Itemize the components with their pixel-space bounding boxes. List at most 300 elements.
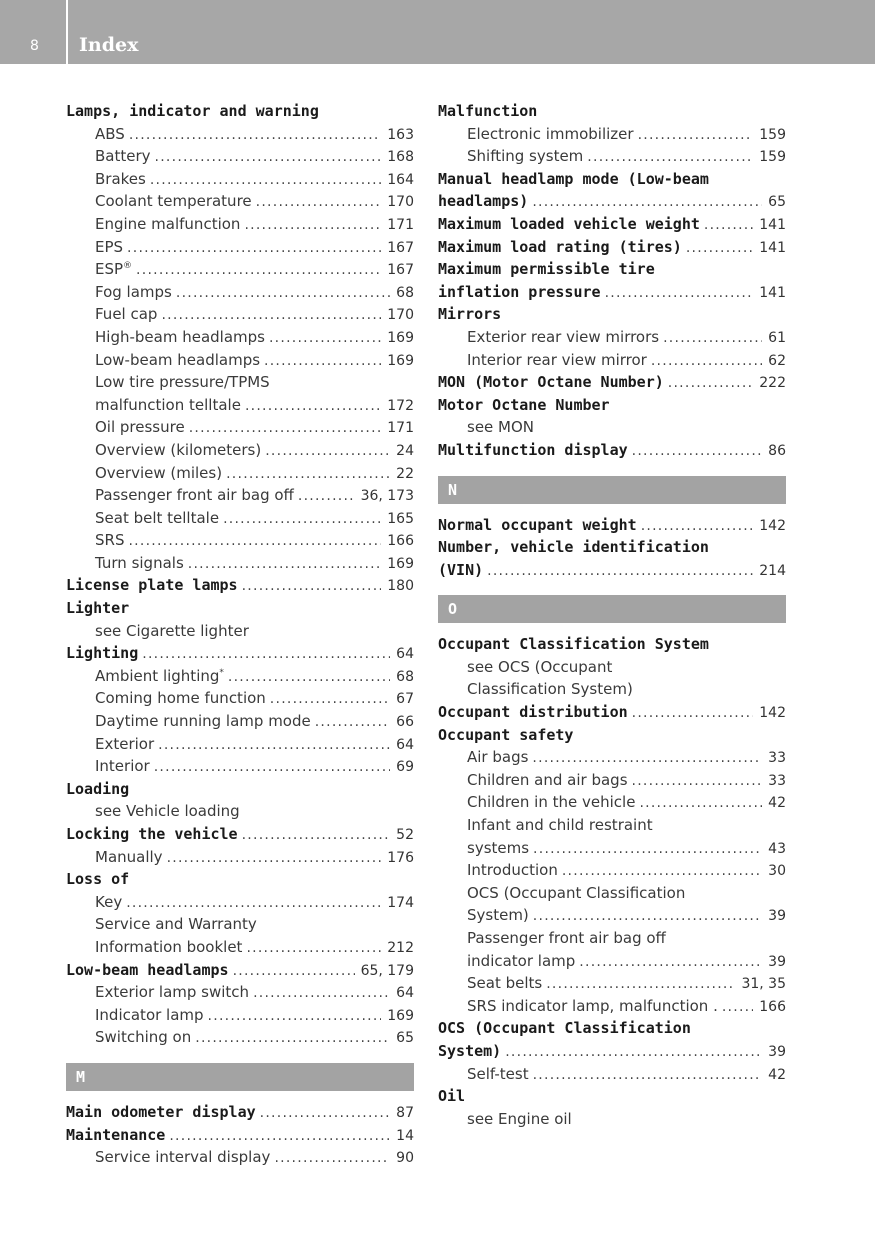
entry-text	[95, 462, 222, 485]
page-reference: 42	[768, 1066, 786, 1083]
index-subentry	[66, 710, 414, 733]
entry-text	[95, 620, 249, 643]
entry-label: Exterior	[95, 734, 155, 753]
entry-text	[95, 1004, 204, 1027]
index-entry	[438, 633, 786, 656]
entry-label: Low-beam headlamps	[95, 350, 261, 369]
entry-text	[438, 1085, 465, 1108]
entry-label: License plate lamps	[66, 576, 238, 595]
index-entry	[438, 1040, 786, 1063]
entry-text	[95, 258, 132, 281]
page-reference: 64	[396, 736, 414, 753]
page-reference: 170	[387, 307, 414, 324]
dot-leader	[269, 327, 381, 349]
page-reference: 39	[768, 953, 786, 970]
dot-leader	[315, 711, 390, 733]
entry-label: Normal occupant weight	[438, 515, 637, 534]
entry-text	[95, 936, 242, 959]
entry-label: ESP	[95, 260, 124, 279]
dot-leader	[167, 847, 382, 869]
entry-text	[95, 326, 265, 349]
entry-label: Occupant distribution	[438, 703, 628, 722]
entry-text	[66, 1101, 256, 1124]
page-reference: 68	[396, 668, 414, 685]
index-subentry	[66, 439, 414, 462]
entry-text	[95, 168, 146, 191]
entry-text	[438, 724, 573, 747]
entry-label: Mirrors	[438, 305, 502, 324]
dot-leader	[155, 146, 382, 168]
dot-leader	[245, 395, 381, 417]
page-reference: 167	[387, 262, 414, 279]
entry-label: see MON	[467, 418, 535, 437]
entry-label: Service interval display	[95, 1148, 271, 1167]
index-entry	[438, 281, 786, 304]
page-reference: 170	[387, 194, 414, 211]
entry-label: Shifting system	[467, 147, 584, 166]
page-reference: 64	[396, 985, 414, 1002]
entry-text	[467, 904, 529, 927]
entry-label: Maximum loaded vehicle weight	[438, 214, 700, 233]
dot-leader	[264, 350, 381, 372]
dot-leader	[126, 892, 381, 914]
page-reference: 169	[387, 1007, 414, 1024]
entry-text	[95, 687, 266, 710]
dot-leader	[169, 1125, 390, 1147]
entry-label: OCS (Occupant Classification	[467, 883, 686, 902]
entry-label: Ambient lighting	[95, 666, 220, 685]
entry-label: Lighting	[66, 644, 139, 663]
index-subentry	[438, 746, 786, 769]
entry-text	[95, 891, 122, 914]
entry-text	[467, 145, 583, 168]
entry-text	[438, 213, 700, 236]
entry-label: Maximum permissible tire	[438, 260, 655, 279]
dot-leader	[562, 860, 762, 882]
page-reference: 166	[759, 998, 786, 1015]
index-subentry	[438, 927, 786, 950]
page-reference: 87	[396, 1104, 414, 1121]
entry-text	[467, 995, 718, 1018]
page-reference: 159	[759, 126, 786, 143]
entry-label: indicator lamp	[467, 951, 576, 970]
page-reference: 169	[387, 555, 414, 572]
entry-label: Multifunction display	[438, 440, 628, 459]
entry-label: Occupant safety	[438, 725, 574, 744]
entry-label: headlamps)	[438, 192, 529, 211]
dot-leader	[639, 792, 762, 814]
index-entry	[438, 701, 786, 724]
entry-label: Coming home function	[95, 689, 266, 708]
entry-text	[467, 1108, 572, 1131]
entry-text	[438, 701, 628, 724]
dot-leader	[533, 905, 762, 927]
entry-label: Seat belt telltale	[95, 508, 220, 527]
page-reference: 68	[396, 284, 414, 301]
entry-text	[95, 281, 172, 304]
dot-leader	[532, 747, 762, 769]
entry-text	[467, 972, 542, 995]
dot-leader	[605, 282, 754, 304]
entry-label: Maximum load rating (tires)	[438, 237, 682, 256]
entry-label: High-beam headlamps	[95, 327, 265, 346]
entry-text	[467, 791, 635, 814]
index-subentry	[66, 733, 414, 756]
index-subentry	[66, 326, 414, 349]
index-subentry	[66, 258, 414, 281]
index-entry	[438, 371, 786, 394]
page-reference: 172	[387, 397, 414, 414]
entry-text	[438, 559, 483, 582]
index-subentry	[66, 123, 414, 146]
index-subentry	[438, 678, 786, 701]
dot-leader	[298, 485, 355, 507]
index-entry	[66, 100, 414, 123]
entry-text	[95, 190, 252, 213]
entry-text	[467, 859, 558, 882]
index-entry	[438, 168, 786, 191]
index-subentry	[66, 213, 414, 236]
entry-label: Self-test	[467, 1064, 529, 1083]
entry-label: Infant and child restraint	[467, 816, 653, 835]
dot-leader	[632, 702, 754, 724]
index-column-left	[66, 100, 414, 1169]
dot-leader	[587, 146, 753, 168]
page-reference: 222	[759, 375, 786, 392]
index-column-right	[438, 100, 786, 1130]
page-reference: 142	[759, 517, 786, 534]
dot-leader	[265, 440, 390, 462]
index-subentry	[66, 620, 414, 643]
dot-leader	[579, 951, 762, 973]
dot-leader	[505, 1041, 762, 1063]
entry-text	[95, 439, 261, 462]
index-entry	[438, 1017, 786, 1040]
page-reference: 43	[768, 840, 786, 857]
page-reference: 169	[387, 352, 414, 369]
dot-leader	[129, 124, 381, 146]
index-entry	[438, 394, 786, 417]
page-reference: 166	[387, 533, 414, 550]
page-reference: 90	[396, 1150, 414, 1167]
page-reference: 66	[396, 714, 414, 731]
entry-label: Low-beam headlamps	[66, 960, 229, 979]
page-number: 8	[30, 38, 39, 54]
page-reference: 36, 173	[360, 488, 414, 505]
entry-text	[438, 536, 709, 559]
index-subentry	[66, 462, 414, 485]
page-reference: 39	[768, 1043, 786, 1060]
index-subentry	[438, 656, 786, 679]
entry-label: Coolant temperature	[95, 192, 252, 211]
dot-leader	[228, 666, 390, 688]
index-entry	[438, 100, 786, 123]
index-entry	[66, 959, 414, 982]
index-entry	[438, 724, 786, 747]
entry-superscript: *	[219, 667, 224, 678]
entry-label: Children in the vehicle	[467, 793, 636, 812]
entry-text	[95, 394, 241, 417]
index-entry	[438, 559, 786, 582]
dot-leader	[487, 560, 753, 582]
dot-leader	[260, 1102, 391, 1124]
entry-text	[95, 1146, 270, 1169]
entry-text	[438, 514, 637, 537]
entry-text	[467, 882, 685, 905]
dot-leader	[233, 960, 355, 982]
index-subentry	[66, 303, 414, 326]
entry-label: MON (Motor Octane Number)	[438, 373, 664, 392]
index-subentry	[66, 529, 414, 552]
entry-label: EPS	[95, 237, 124, 256]
entry-label: Overview (miles)	[95, 463, 223, 482]
index-subentry	[66, 484, 414, 507]
entry-label: Seat belts	[467, 974, 543, 993]
entry-label: malfunction telltale	[95, 395, 241, 414]
index-subentry	[438, 859, 786, 882]
entry-label: System)	[438, 1041, 502, 1060]
index-subentry	[66, 281, 414, 304]
entry-label: Passenger front air bag off	[467, 929, 666, 947]
entry-label: Loading	[66, 779, 130, 798]
entry-text	[467, 678, 633, 701]
entry-label: Malfunction	[438, 102, 538, 120]
entry-label: (VIN)	[438, 560, 484, 579]
page-reference: 42	[768, 795, 786, 812]
entry-label: ABS	[95, 124, 125, 143]
index-subentry	[438, 791, 786, 814]
index-subentry	[66, 168, 414, 191]
entry-label: see Engine oil	[467, 1109, 572, 1128]
dot-leader	[632, 770, 763, 792]
entry-text	[467, 746, 528, 769]
dot-leader	[242, 575, 382, 597]
index-entry	[438, 439, 786, 462]
page-title: Index	[79, 34, 139, 56]
index-subentry	[438, 814, 786, 837]
index-entry	[66, 1124, 414, 1147]
page-reference: 69	[396, 759, 414, 776]
page-reference: 65	[396, 1030, 414, 1047]
dot-leader	[150, 169, 381, 191]
entry-text	[438, 303, 501, 326]
page-reference: 24	[396, 442, 414, 459]
entry-label: Occupant Classification System	[438, 635, 709, 654]
index-subentry	[438, 769, 786, 792]
entry-label: Exterior rear view mirrors	[467, 327, 660, 346]
entry-label: Exterior lamp switch	[95, 983, 250, 1002]
index-subentry	[66, 1026, 414, 1049]
index-subentry	[66, 936, 414, 959]
entry-text	[66, 574, 238, 597]
page-reference: 33	[768, 750, 786, 767]
entry-text	[467, 326, 659, 349]
index-entry	[438, 190, 786, 213]
page-reference: 33	[768, 772, 786, 789]
index-subentry	[66, 190, 414, 213]
page-reference: 22	[396, 465, 414, 482]
index-subentry	[438, 416, 786, 439]
index-entry	[66, 574, 414, 597]
section-letter-bar: O	[438, 595, 786, 623]
page-reference: 61	[768, 329, 786, 346]
entry-text	[438, 1040, 501, 1063]
index-entry	[438, 536, 786, 559]
entry-label: Lighter	[66, 599, 130, 618]
index-subentry	[66, 371, 414, 394]
page-reference: 141	[759, 239, 786, 256]
entry-label: Lamps, indicator and warning	[66, 102, 319, 120]
dot-leader	[158, 734, 390, 756]
page-reference: 86	[768, 442, 786, 459]
page-reference: 171	[387, 420, 414, 437]
entry-text	[95, 507, 219, 530]
index-entry	[66, 823, 414, 846]
entry-text	[95, 710, 311, 733]
index-subentry	[66, 981, 414, 1004]
index-entry	[438, 213, 786, 236]
entry-text	[95, 145, 151, 168]
dot-leader	[533, 838, 762, 860]
page-reference: 171	[387, 216, 414, 233]
page-reference: 65	[768, 194, 786, 211]
entry-text	[467, 416, 534, 439]
index-entry	[438, 236, 786, 259]
entry-label: Interior	[95, 757, 150, 776]
entry-text	[95, 303, 157, 326]
entry-label: Oil pressure	[95, 418, 185, 437]
index-subentry	[66, 349, 414, 372]
index-subentry	[438, 1108, 786, 1131]
dot-leader	[127, 237, 381, 259]
dot-leader	[663, 327, 762, 349]
entry-text	[438, 258, 655, 281]
entry-label: Key	[95, 892, 123, 911]
entry-label: Information booklet	[95, 937, 243, 956]
entry-text	[467, 656, 612, 679]
page-reference: 163	[387, 126, 414, 143]
entry-label: OCS (Occupant Classification	[438, 1019, 691, 1038]
dot-leader	[242, 824, 391, 846]
dot-leader	[195, 1027, 390, 1049]
dot-leader	[246, 937, 381, 959]
dot-leader	[533, 1064, 763, 1086]
entry-text	[95, 349, 260, 372]
entry-label: Brakes	[95, 169, 146, 188]
dot-leader	[632, 440, 763, 462]
entry-label: SRS indicator lamp, malfunction .	[467, 996, 718, 1015]
entry-label: Loss of	[66, 870, 130, 889]
entry-text	[467, 1063, 529, 1086]
entry-label: Overview (kilometers)	[95, 440, 262, 459]
entry-label: Fuel cap	[95, 305, 158, 324]
entry-text	[66, 1124, 165, 1147]
entry-text	[467, 927, 666, 950]
entry-text	[467, 837, 529, 860]
entry-label: Fog lamps	[95, 282, 172, 301]
page-reference: 165	[387, 510, 414, 527]
page-reference: 214	[759, 562, 786, 579]
entry-text	[95, 552, 184, 575]
index-subentry	[66, 846, 414, 869]
dot-leader	[546, 973, 735, 995]
entry-text	[438, 168, 709, 191]
entry-text	[95, 846, 163, 869]
dot-leader	[161, 304, 381, 326]
index-subentry	[66, 1146, 414, 1169]
entry-text	[95, 665, 224, 688]
index-subentry	[438, 972, 786, 995]
index-subentry	[66, 755, 414, 778]
page-reference: 141	[759, 216, 786, 233]
index-entry	[438, 514, 786, 537]
index-subentry	[66, 913, 414, 936]
index-entry	[438, 303, 786, 326]
entry-label: Classification System)	[467, 680, 633, 699]
index-entry	[66, 868, 414, 891]
entry-text	[438, 1017, 691, 1040]
entry-label: Engine malfunction	[95, 214, 241, 233]
entry-text	[66, 823, 238, 846]
page-reference: 180	[387, 578, 414, 595]
index-subentry	[66, 552, 414, 575]
entry-label: Passenger front air bag off	[95, 486, 294, 505]
index-subentry	[438, 837, 786, 860]
entry-text	[66, 642, 138, 665]
entry-label: System)	[467, 906, 529, 925]
page-reference: 168	[387, 149, 414, 166]
index-subentry	[438, 904, 786, 927]
page-reference: 159	[759, 149, 786, 166]
entry-text	[95, 236, 123, 259]
entry-text	[66, 778, 129, 801]
index-subentry	[438, 995, 786, 1018]
dot-leader	[136, 259, 381, 281]
dot-leader	[668, 372, 753, 394]
entry-label: Number, vehicle identification	[438, 538, 709, 557]
index-subentry	[66, 665, 414, 688]
entry-text	[95, 371, 270, 394]
dot-leader	[188, 553, 382, 575]
entry-label: Electronic immobilizer	[467, 124, 634, 143]
page-reference: 30	[768, 863, 786, 880]
page-reference: 62	[768, 352, 786, 369]
dot-leader	[256, 191, 382, 213]
entry-label: Switching on	[95, 1028, 192, 1047]
entry-label: Introduction	[467, 861, 558, 880]
entry-text	[467, 950, 575, 973]
index-subentry	[438, 123, 786, 146]
page-header	[0, 0, 875, 64]
entry-label: see Vehicle loading	[95, 802, 240, 821]
dot-leader	[176, 282, 390, 304]
dot-leader	[208, 1005, 382, 1027]
entry-text	[95, 981, 249, 1004]
entry-text	[95, 913, 257, 936]
index-subentry	[66, 394, 414, 417]
entry-label: Battery	[95, 147, 151, 166]
index-subentry	[438, 326, 786, 349]
page-reference: 52	[396, 827, 414, 843]
entry-text	[438, 100, 537, 123]
dot-leader	[686, 237, 753, 259]
entry-text	[66, 100, 319, 123]
page-reference: 212	[387, 939, 414, 956]
entry-text	[95, 123, 125, 146]
entry-label: Manually	[95, 847, 163, 866]
entry-text	[95, 484, 294, 507]
entry-text	[438, 439, 628, 462]
